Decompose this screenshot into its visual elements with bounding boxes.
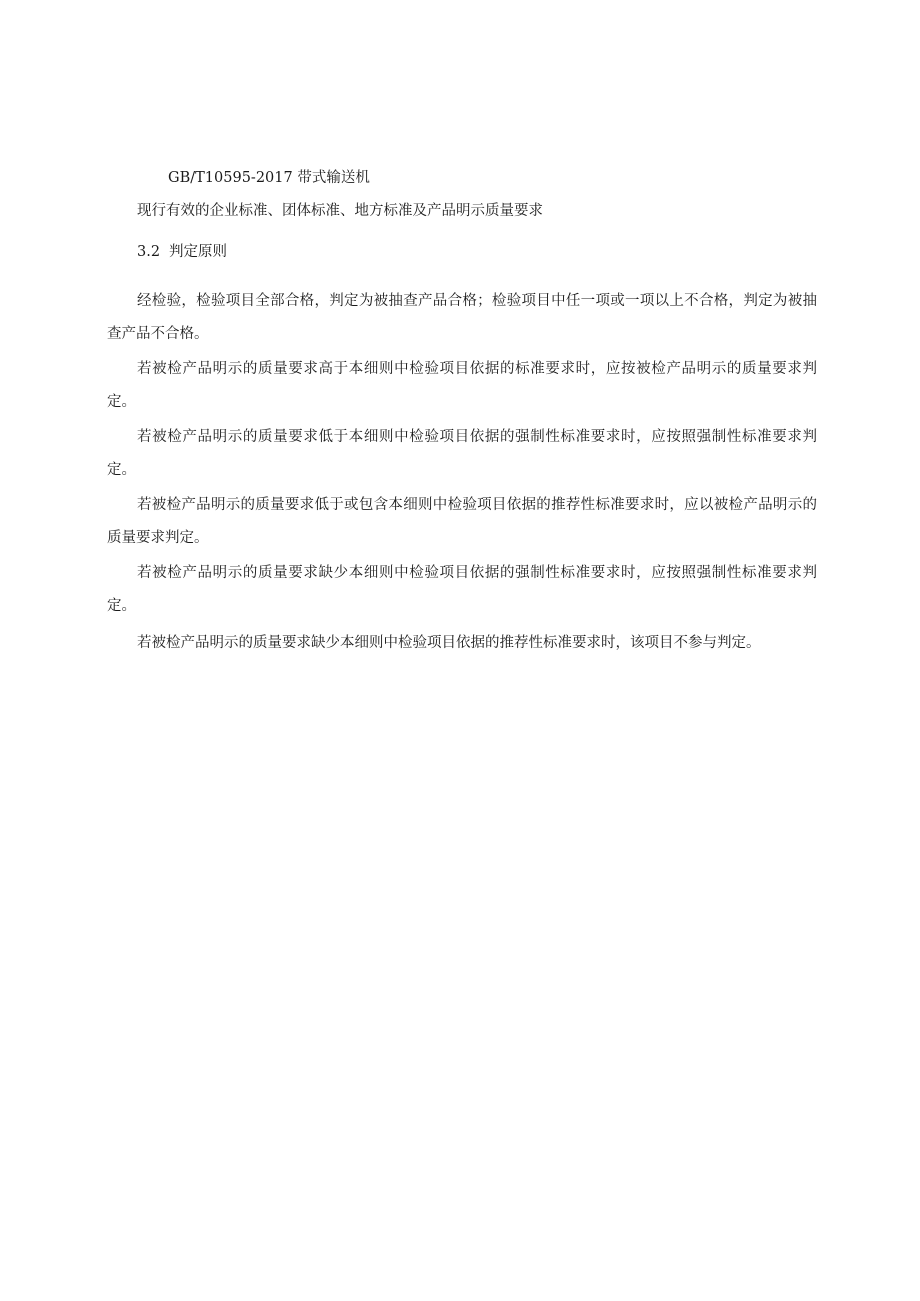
standard-reference: GB/T10595-2017 带式输送机: [168, 170, 370, 186]
paragraph-lower-than-recommended: 若被检产品明示的质量要求低于或包含本细则中检验项目依据的推荐性标准要求时，应以被检产品明示的质量要求判定。: [107, 497, 817, 546]
paragraph-overall-judgement: 经检验，检验项目全部合格，判定为被抽查产品合格；检验项目中任一项或一项以上不合格，判定为被抽查产品不合格。: [107, 293, 817, 342]
section-heading: [137, 242, 227, 262]
section-title: 判定原则: [169, 244, 227, 260]
paragraph-missing-mandatory: 若被检产品明示的质量要求缺少本细则中检验项目依据的强制性标准要求时，应按照强制性标准要求判定。: [107, 565, 817, 614]
paragraph-lower-than-mandatory: 若被检产品明示的质量要求低于本细则中检验项目依据的强制性标准要求时，应按照强制性标准要求判定。: [107, 429, 817, 478]
paragraph-higher-claimed-requirement: 若被检产品明示的质量要求高于本细则中检验项目依据的标准要求时，应按被检产品明示的质量要求判定。: [107, 361, 817, 410]
section-number: 3.2: [137, 244, 161, 260]
requirement-source: 现行有效的企业标准、团体标准、地方标准及产品明示质量要求: [137, 203, 543, 219]
paragraph-missing-recommended: 若被检产品明示的质量要求缺少本细则中检验项目依据的推荐性标准要求时，该项目不参与判定。: [137, 635, 761, 651]
